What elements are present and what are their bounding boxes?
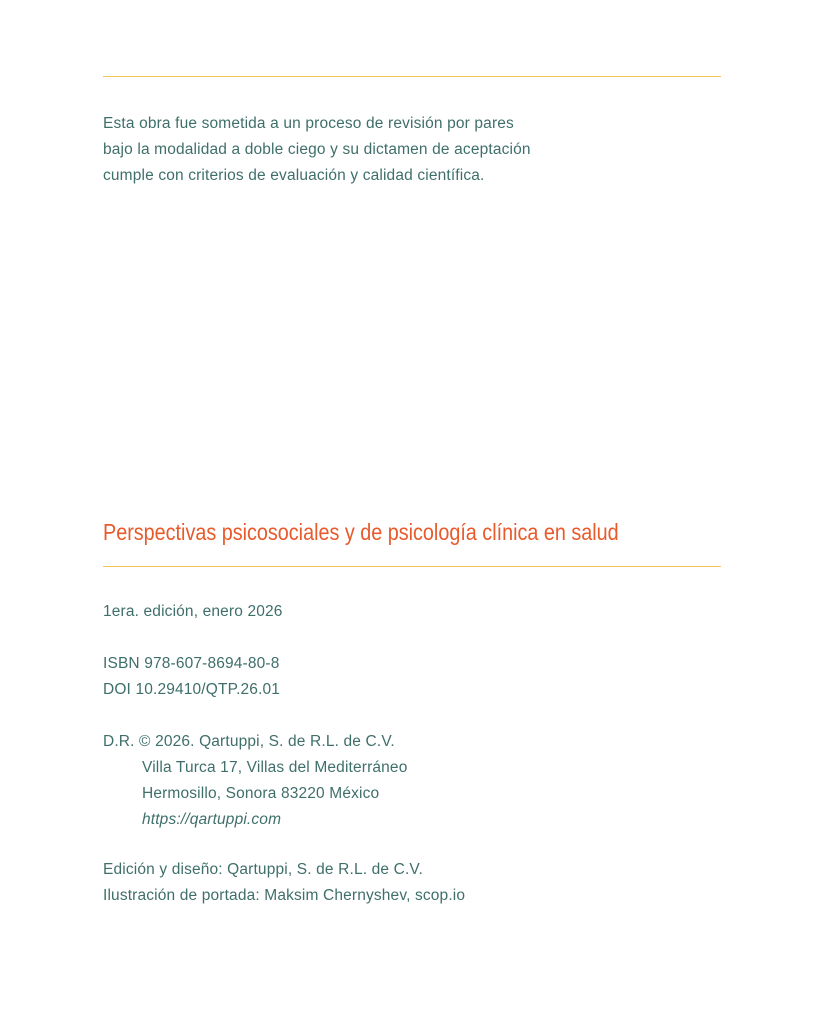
address-line-1: Villa Turca 17, Villas del Mediterráneo bbox=[142, 759, 408, 776]
book-title: Perspectivas psicosociales y de psicología clínica en salud bbox=[103, 519, 619, 545]
review-line: cumple con criterios de evaluación y calidad científica. bbox=[103, 167, 485, 184]
peer-review-notice bbox=[103, 111, 723, 189]
top-divider bbox=[103, 76, 721, 77]
publisher-url[interactable]: https://qartuppi.com bbox=[142, 811, 282, 828]
doi-text: DOI 10.29410/QTP.26.01 bbox=[103, 681, 281, 698]
isbn-text: ISBN 978-607-8694-80-8 bbox=[103, 655, 280, 672]
identifiers-block bbox=[103, 651, 723, 703]
rights-block bbox=[103, 729, 723, 833]
credits-block bbox=[103, 857, 723, 909]
cover-credit: Ilustración de portada: Maksim Chernyshev, scop.io bbox=[103, 887, 466, 904]
title-divider bbox=[103, 566, 721, 567]
edition-text: 1era. edición, enero 2026 bbox=[103, 603, 283, 620]
review-line: bajo la modalidad a doble ciego y su dictamen de aceptación bbox=[103, 141, 531, 158]
address-line-2: Hermosillo, Sonora 83220 México bbox=[142, 785, 380, 802]
edition-block bbox=[103, 599, 723, 625]
design-credit: Edición y diseño: Qartuppi, S. de R.L. de C.V. bbox=[103, 861, 423, 878]
rights-holder: D.R. © 2026. Qartuppi, S. de R.L. de C.V. bbox=[103, 733, 395, 750]
review-line: Esta obra fue sometida a un proceso de revisión por pares bbox=[103, 115, 514, 132]
